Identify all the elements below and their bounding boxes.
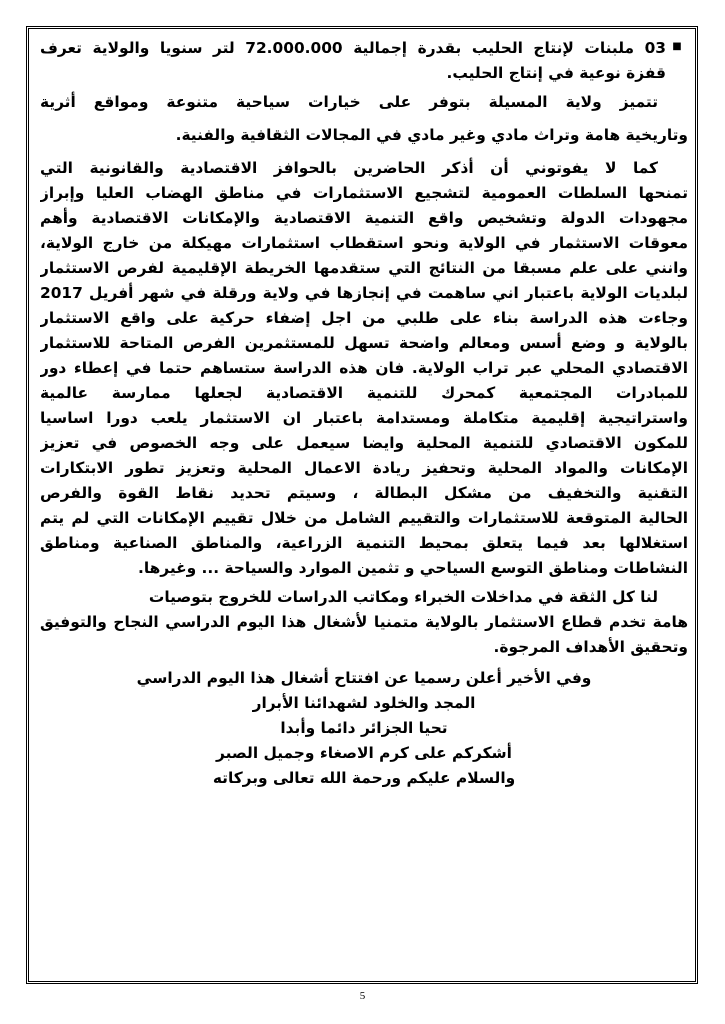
bullet-item [40,36,688,86]
bullet-line-1: 03 ملبنات لإنتاج الحليب بقدرة إجمالية 72.000.000 لتر سنويا والولاية تعرف [40,39,666,57]
paragraph-tourism [40,90,688,148]
closing-section [40,666,688,791]
page-number: 5 [359,990,366,1002]
closing-line: والسلام عليكم ورحمة الله تعالى وبركاته [212,769,516,787]
paragraph-main [40,156,688,581]
text-line: تتميز ولاية المسيلة بتوفر على خيارات سياحية متنوعة ومواقع أثرية [40,93,658,111]
text-line: هامة تخدم قطاع الاستثمار بالولاية متمنيا لأشغال هذا اليوم الدراسي النجاح والتوفيق [40,613,688,631]
text-line: لبلديات الولاية باعتبار اني ساهمت في إنجازها في ولاية ورقلة في شهر أفريل 2017 [40,284,688,302]
text-line: تمنحها السلطات العمومية لتشجيع الاستثمارات في مناطق الهضاب العليا وإبراز [40,184,688,202]
text-line: بالولاية و وضع أسس ومعالم واضحة تسهل للمستثمرين الفرص المتاحة للاستثمار [40,334,688,352]
closing-line: تحيا الجزائر دائما وأبدا [280,719,448,737]
bullet-line-2: قفزة نوعية في إنتاج الحليب. [446,64,666,82]
text-line: وتحقيق الأهداف المرجوة. [493,638,688,656]
text-line: مجهودات الدولة وتشخيص واقع التنمية الاقتصادية والإمكانات الاقتصادية وأهم [40,209,688,227]
text-line: لنا كل الثقة في مداخلات الخبراء ومكاتب الدراسات للخروج بتوصيات [148,588,658,606]
document-body [40,36,688,791]
text-line: التقنية والتخفيف من مشكل البطالة ، وسيتم تحديد نقاط القوة والفرص [40,484,688,502]
text-line: الإمكانات والمواد المحلية وتحفيز ريادة الاعمال المحلية وتعزيز تطور الابتكارات [40,459,688,477]
square-bullet-icon: ■ [672,41,682,52]
text-line: معوقات الاستثمار في الولاية ونحو استقطاب استثمارات مهيكلة من خارج الولاية، [40,234,688,252]
text-line: للمبادرات المجتمعية كمحرك للتنمية الاقتصادية لجعلها ممارسة عالمية [40,384,688,402]
closing-line: أشكركم على كرم الاصغاء وجميل الصبر [216,744,512,762]
paragraph-trust [40,585,688,660]
text-line: واستراتيجية إقليمية متكاملة ومستدامة باعتبار ان الاستثمار يلعب دورا اساسيا [40,409,688,427]
text-line: وجاءت هذه الدراسة بناء على طلبي من اجل إضفاء حركية على واقع الاستثمار [40,309,688,327]
closing-line: المجد والخلود لشهدائنا الأبرار [252,694,476,712]
closing-line: وفي الأخير أعلن رسميا عن افتتاح أشغال هذا اليوم الدراسي [136,669,592,687]
text-line: النشاطات ومناطق التوسع السياحي و تثمين الموارد والسياحة ... وغيرها. [137,559,688,577]
text-line: وانني على علم مسبقا من النتائج التي ستقدمها الخريطة الإقليمية لفرص الاستثمار [40,259,688,277]
text-line: استغلالها بعد فيما يتعلق بمحيط التنمية الزراعية، والمناطق الصناعية ومناطق [40,534,688,552]
text-line: للمكون الاقتصادي للتنمية المحلية وايضا سيعمل على وجه الخصوص في تعزيز [40,434,688,452]
text-line: وتاريخية هامة وتراث مادي وغير مادي في المجالات الثقافية والفنية. [175,126,688,144]
text-line: الاقتصادي المحلي عبر تراب الولاية. فان هذه الدراسة ستساهم حتما في إعطاء دور [40,359,688,377]
text-line: الحالية المتوقعة للاستثمارات والتقييم الشامل من خلال تقييم الإمكانات التي لم يتم [40,509,688,527]
text-line: كما لا يفوتوني أن أذكر الحاضرين بالحوافز الاقتصادية والقانونية التي [40,159,658,177]
